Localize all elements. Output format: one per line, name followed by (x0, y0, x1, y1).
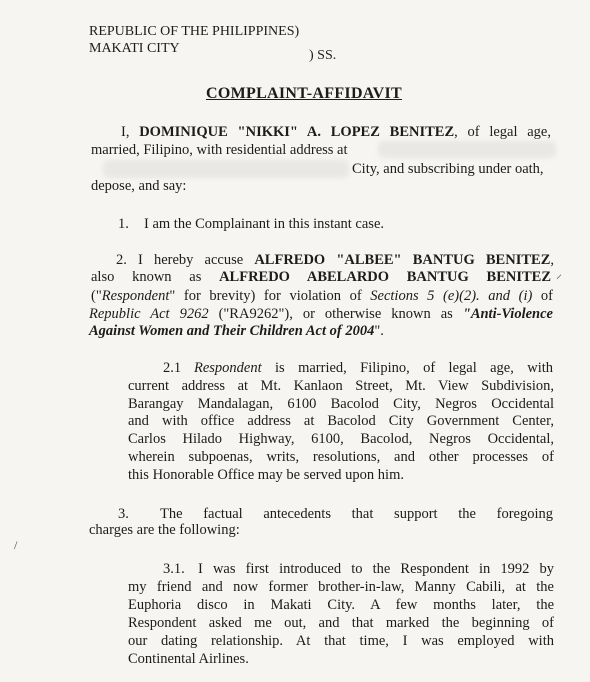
respondent-alias: ALFREDO ABELARDO BANTUG BENITEZ (219, 269, 551, 285)
para-2-text: also known as (91, 269, 220, 285)
para-2-text: ". (374, 323, 384, 339)
para-2-line-3 (91, 288, 553, 305)
para-1-text: I am the Complainant in this instant case. (144, 216, 385, 232)
intro-text: I, (121, 124, 140, 140)
para-2-1-line-7: this Honorable Office may be served upon him. (128, 467, 404, 483)
para-2-number: 2. (116, 252, 127, 268)
intro-line-2: married, Filipino, with residential address at (91, 142, 348, 158)
para-1-number: 1. (118, 216, 129, 232)
para-2-text: (" (91, 288, 102, 304)
intro-text: , of legal age, (454, 124, 551, 140)
caption-republic: REPUBLIC OF THE PHILIPPINES) (89, 24, 300, 39)
para-3-1-line-4: Respondent asked me out, and that marked the beginning of (128, 615, 554, 631)
margin-mark: ⸝ (556, 267, 563, 281)
statute-name: Republic Act 9262 (89, 306, 209, 322)
respondent-term: Respondent (194, 360, 262, 376)
para-2-text: , (550, 252, 554, 268)
para-3-line-2: charges are the following: (89, 522, 240, 538)
intro-line-1 (121, 124, 551, 141)
para-2-1-line-2: current address at Mt. Kanlaon Street, Mt. View Subdivision, (128, 378, 554, 394)
para-2-1-number: 2.1 (163, 360, 182, 376)
statute-title: Against Women and Their Children Act of 2004 (89, 323, 375, 339)
complainant-name: DOMINIQUE "NIKKI" A. LOPEZ BENITEZ (139, 124, 455, 140)
redacted-address-2 (103, 160, 349, 178)
statute-sections: Sections 5 (e)(2). and (i) (370, 288, 533, 304)
caption-city: MAKATI CITY (89, 41, 180, 56)
respondent-term: Respondent (101, 288, 170, 304)
para-2-1-line-1 (194, 360, 553, 377)
para-2-1-text: is married, Filipino, of legal age, with (261, 360, 553, 376)
para-2-1-line-4: and with office address at Bacolod City Government Center, (128, 413, 554, 429)
para-3-1-line-3: Euphoria disco in Makati City. A few months later, the (128, 597, 554, 613)
para-3-1-line-6: Continental Airlines. (128, 651, 249, 667)
redacted-address-1 (378, 141, 556, 158)
document-title: COMPLAINT-AFFIDAVIT (206, 85, 402, 102)
para-3-1-line-5: our dating relationship. At that time, I was employed with (128, 633, 554, 649)
respondent-name: ALFREDO "ALBEE" BANTUG BENITEZ (254, 252, 551, 268)
para-2-line-4 (89, 306, 553, 323)
para-2-line-1 (138, 252, 554, 269)
intro-line-3: City, and subscribing under oath, (352, 161, 544, 177)
para-2-text: ("RA9262"), or otherwise known as (208, 306, 463, 322)
caption-ss: ) SS. (309, 48, 337, 63)
para-3-line-1: The factual antecedents that support the foregoing (160, 506, 553, 522)
para-2-1-line-3: Barangay Mandalagan, 6100 Bacolod City, Negros Occidental (128, 396, 554, 412)
intro-line-4: depose, and say: (91, 178, 187, 194)
para-3-1-line-1: I was first introduced to the Respondent in 1992 by (198, 561, 554, 577)
para-2-text: of (532, 288, 553, 304)
margin-mark: / (14, 538, 18, 552)
para-2-1-line-6: wherein subpoenas, writs, resolutions, and other processes of (128, 449, 554, 465)
statute-title: "Anti-Violence (462, 306, 553, 322)
para-3-number: 3. (118, 506, 129, 522)
para-2-line-2 (91, 269, 551, 286)
para-3-1-number: 3.1. (163, 561, 185, 577)
para-2-line-5 (89, 323, 384, 340)
para-2-text: " for brevity) for violation of (169, 288, 371, 304)
para-2-1-line-5: Carlos Hilado Highway, 6100, Bacolod, Negros Occidental, (128, 431, 554, 447)
para-2-text: I hereby accuse (138, 252, 255, 268)
para-3-1-line-2: my friend and now former brother-in-law, Manny Cabili, at the (128, 579, 554, 595)
